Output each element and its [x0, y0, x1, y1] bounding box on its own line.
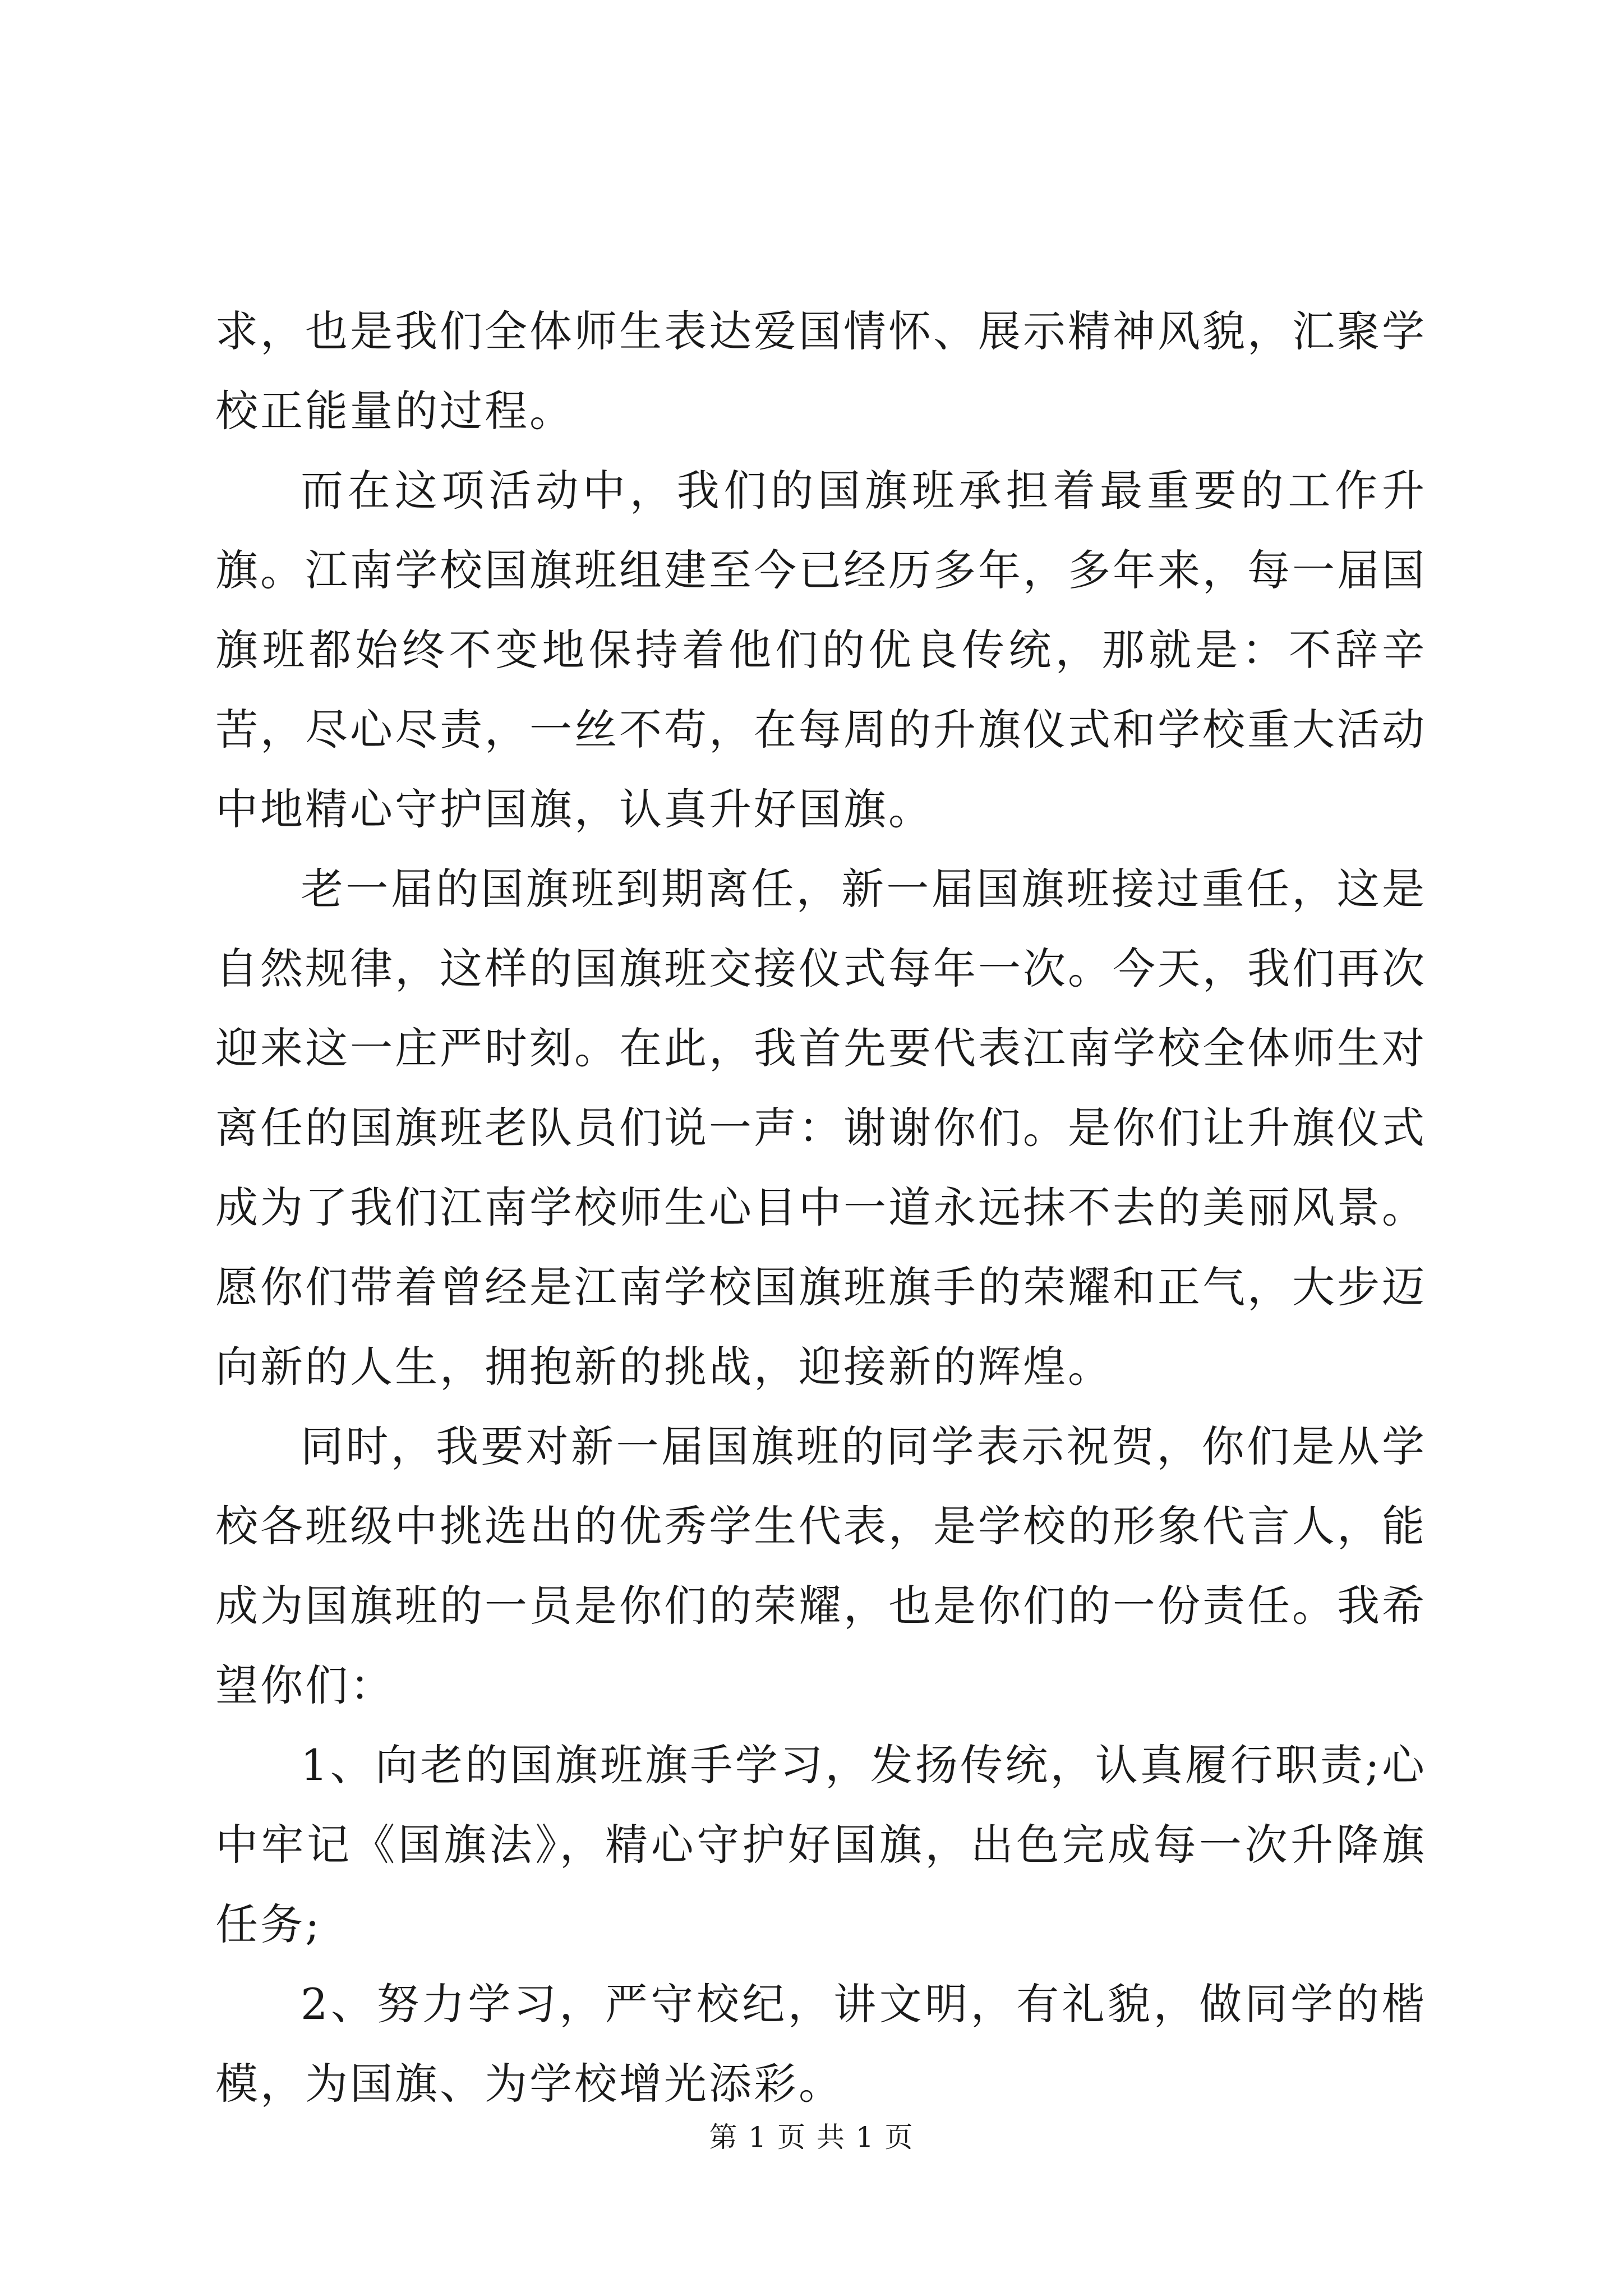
- page-number-footer: 第 1 页 共 1 页: [709, 2121, 914, 2154]
- paragraph-handover-thanks: 老一届的国旗班到期离任，新一届国旗班接过重任，这是自然规律，这样的国旗班交接仪式每年一次。今天，我们再次迎来这一庄严时刻。在此，我首先要代表江南学校全体师生对离任的国旗班老队员们说一声：谢谢你们。是你们让升旗仪式成为了我们江南学校师生心目中一道永远抹不去的美丽风景。愿你们带着曾经是江南学校国旗班旗手的荣耀和正气，大步迈向新的人生，拥抱新的挑战，迎接新的辉煌。: [215, 864, 1427, 1392]
- list-item-1: 1、向老的国旗班旗手学习，发扬传统，认真履行职责;心中牢记《国旗法》，精心守护好国旗，出色完成每一次升降旗任务;: [215, 1740, 1427, 1949]
- document-body: [215, 292, 1427, 2124]
- paragraph-continuation: 求，也是我们全体师生表达爱国情怀、展示精神风貌，汇聚学校正能量的过程。: [215, 306, 1427, 436]
- list-item-2: 2、努力学习，严守校纪，讲文明，有礼貌，做同学的楷模，为国旗、为学校增光添彩。: [215, 1979, 1427, 2109]
- paragraph-congratulations: 同时，我要对新一届国旗班的同学表示祝贺，你们是从学校各班级中挑选出的优秀学生代表，是学校的形象代言人，能成为国旗班的一员是你们的荣耀，也是你们的一份责任。我希望你们：: [215, 1421, 1427, 1710]
- paragraph-flag-team-duty: 而在这项活动中，我们的国旗班承担着最重要的工作升旗。江南学校国旗班组建至今已经历多年，多年来，每一届国旗班都始终不变地保持着他们的优良传统，那就是：不辞辛苦，尽心尽责，一丝不苟，在每周的升旗仪式和学校重大活动中地精心守护国旗，认真升好国旗。: [215, 466, 1427, 834]
